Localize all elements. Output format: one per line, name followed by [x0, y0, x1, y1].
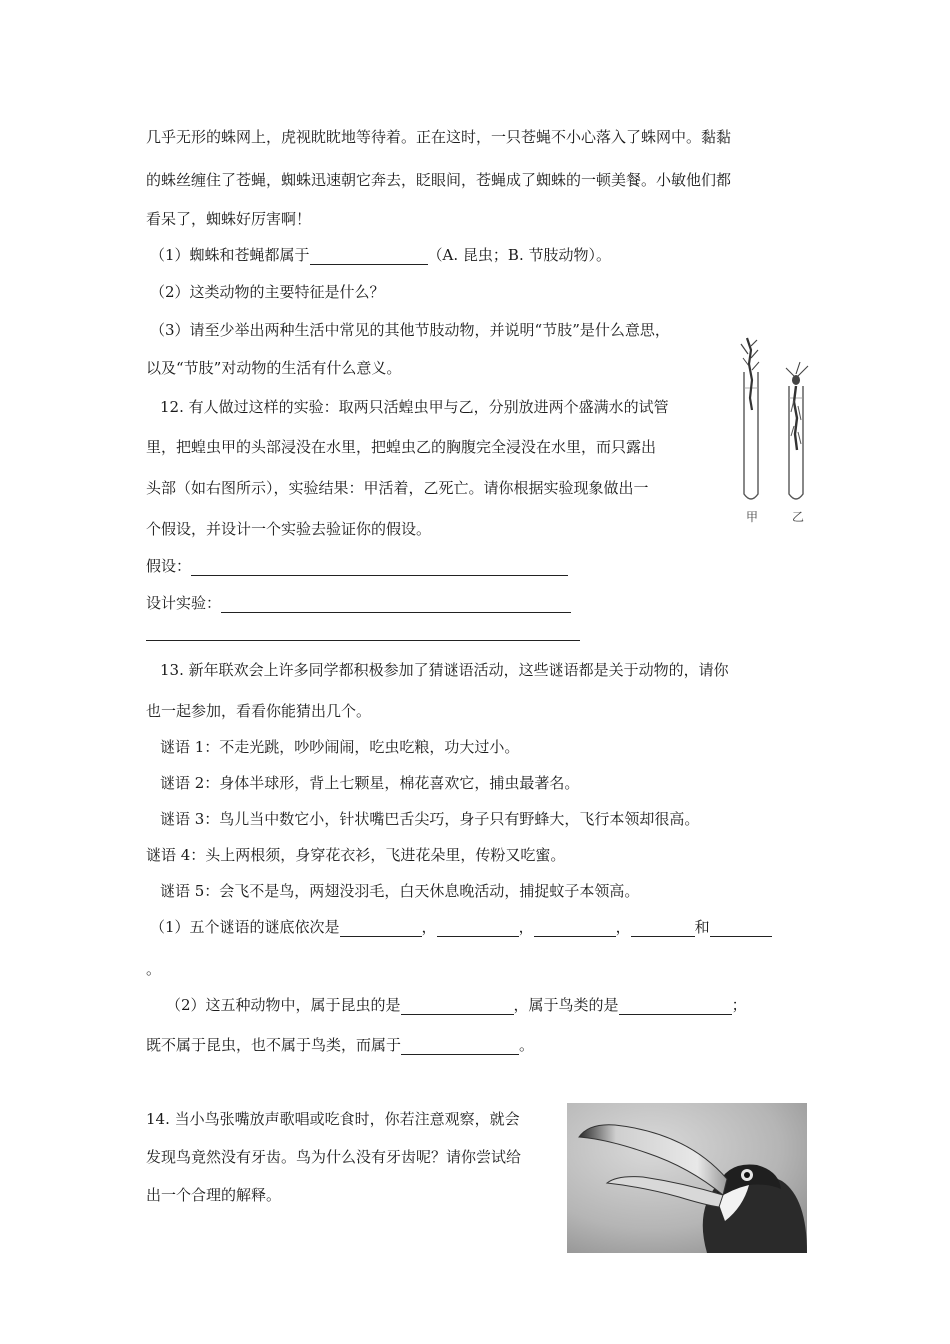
separator: ，: [518, 918, 534, 936]
toucan-photo: [567, 1103, 807, 1253]
answer-blank-3[interactable]: [534, 920, 616, 937]
q11-part2: （2）这类动物的主要特征是什么？: [150, 283, 385, 301]
answer-blank-2[interactable]: [437, 920, 519, 937]
q14-line-2: 发现鸟竟然没有牙齿。鸟为什么没有牙齿呢？请你尝试给: [146, 1148, 522, 1166]
q13-part1-end: 。: [146, 960, 162, 978]
figure-label-yi: 乙: [792, 510, 805, 524]
test-tube-figure: [734, 336, 824, 526]
riddle-1: 谜语 1：不走光跳，吵吵闹闹，吃虫吃粮，功大过小。: [160, 738, 520, 756]
q11-part1-options: （A. 昆虫；B. 节肢动物）。: [427, 246, 611, 264]
q11-part3-line-2: 以及“节肢”对动物的生活有什么意义。: [146, 359, 402, 377]
q12-design-label: 设计实验：: [146, 594, 222, 612]
bird-blank[interactable]: [619, 998, 732, 1015]
story-line-1: 几乎无形的蛛网上，虎视眈眈地等待着。正在这时，一只苍蝇不小心落入了蛛网中。黏黏: [146, 128, 732, 146]
answer-blank-4[interactable]: [631, 920, 695, 937]
figure-label-jia: 甲: [746, 510, 759, 524]
q13-part2-bird-text: ，属于鸟类的是: [513, 996, 619, 1014]
story-line-3: 看呆了，蜘蛛好厉害啊！: [146, 210, 312, 228]
answer-blank-5[interactable]: [710, 920, 772, 937]
q12-design-blank-line-2[interactable]: [146, 640, 580, 641]
riddle-4: 谜语 4：头上两根须，身穿花衣衫，飞进花朵里，传粉又吃蜜。: [146, 846, 566, 864]
test-tube-illustration: [734, 336, 824, 506]
q13-part2-text: （2）这五种动物中，属于昆虫的是: [166, 996, 401, 1014]
q14-line-3: 出一个合理的解释。: [146, 1186, 282, 1204]
q13-part2-line-2: [146, 1035, 534, 1055]
period: 。: [519, 1036, 535, 1054]
q12-design: [146, 593, 571, 613]
q13-part1: [150, 917, 772, 937]
semicolon: ；: [731, 996, 747, 1014]
q12-line-4: 个假设，并设计一个实验去验证你的假设。: [146, 520, 432, 538]
q13-line-1: 13. 新年联欢会上许多同学都积极参加了猜谜语活动，这些谜语都是关于动物的，请你: [160, 661, 729, 679]
separator: ，: [421, 918, 437, 936]
story-line-2: 的蛛丝缠住了苍蝇，蜘蛛迅速朝它奔去，眨眼间，苍蝇成了蜘蛛的一顿美餐。小敏他们都: [146, 171, 732, 189]
q11-answer-blank[interactable]: [310, 248, 428, 265]
insect-blank[interactable]: [401, 998, 514, 1015]
conjunction: 和: [694, 918, 710, 936]
other-class-blank[interactable]: [401, 1038, 519, 1055]
riddle-2: 谜语 2：身体半球形，背上七颗星，棉花喜欢它，捕虫最著名。: [160, 774, 580, 792]
q12-line-3: 头部（如右图所示），实验结果：甲活着，乙死亡。请你根据实验现象做出一: [146, 479, 649, 497]
q13-part2-other-text: 既不属于昆虫，也不属于鸟类，而属于: [146, 1036, 402, 1054]
q13-part2: [166, 995, 747, 1015]
riddle-3: 谜语 3：鸟儿当中数它小，针状嘴巴舌尖巧，身子只有野蜂大，飞行本领却很高。: [160, 810, 700, 828]
q12-hypothesis-blank[interactable]: [191, 559, 568, 576]
q11-part1-text: （1）蜘蛛和苍蝇都属于: [150, 246, 310, 264]
riddle-5: 谜语 5：会飞不是鸟，两翅没羽毛，白天休息晚活动，捕捉蚊子本领高。: [160, 882, 640, 900]
answer-blank-1[interactable]: [340, 920, 422, 937]
q12-hypothesis: [146, 556, 568, 576]
q13-line-2: 也一起参加，看看你能猜出几个。: [146, 702, 372, 720]
separator: ，: [615, 918, 631, 936]
q12-hypothesis-label: 假设：: [146, 557, 192, 575]
q12-line-2: 里，把蝗虫甲的头部浸没在水里，把蝗虫乙的胸腹完全浸没在水里，而只露出: [146, 438, 657, 456]
q11-part3-line-1: （3）请至少举出两种生活中常见的其他节肢动物，并说明“节肢”是什么意思，: [150, 321, 670, 339]
q12-line-1: 12. 有人做过这样的实验：取两只活蝗虫甲与乙，分别放进两个盛满水的试管: [160, 398, 669, 416]
q14-line-1: 14. 当小鸟张嘴放声歌唱或吃食时，你若注意观察，就会: [146, 1110, 520, 1128]
q11-part1: [150, 245, 611, 265]
toucan-illustration: [567, 1103, 807, 1253]
q12-design-blank[interactable]: [221, 596, 571, 613]
q13-part1-text: （1）五个谜语的谜底依次是: [150, 918, 340, 936]
